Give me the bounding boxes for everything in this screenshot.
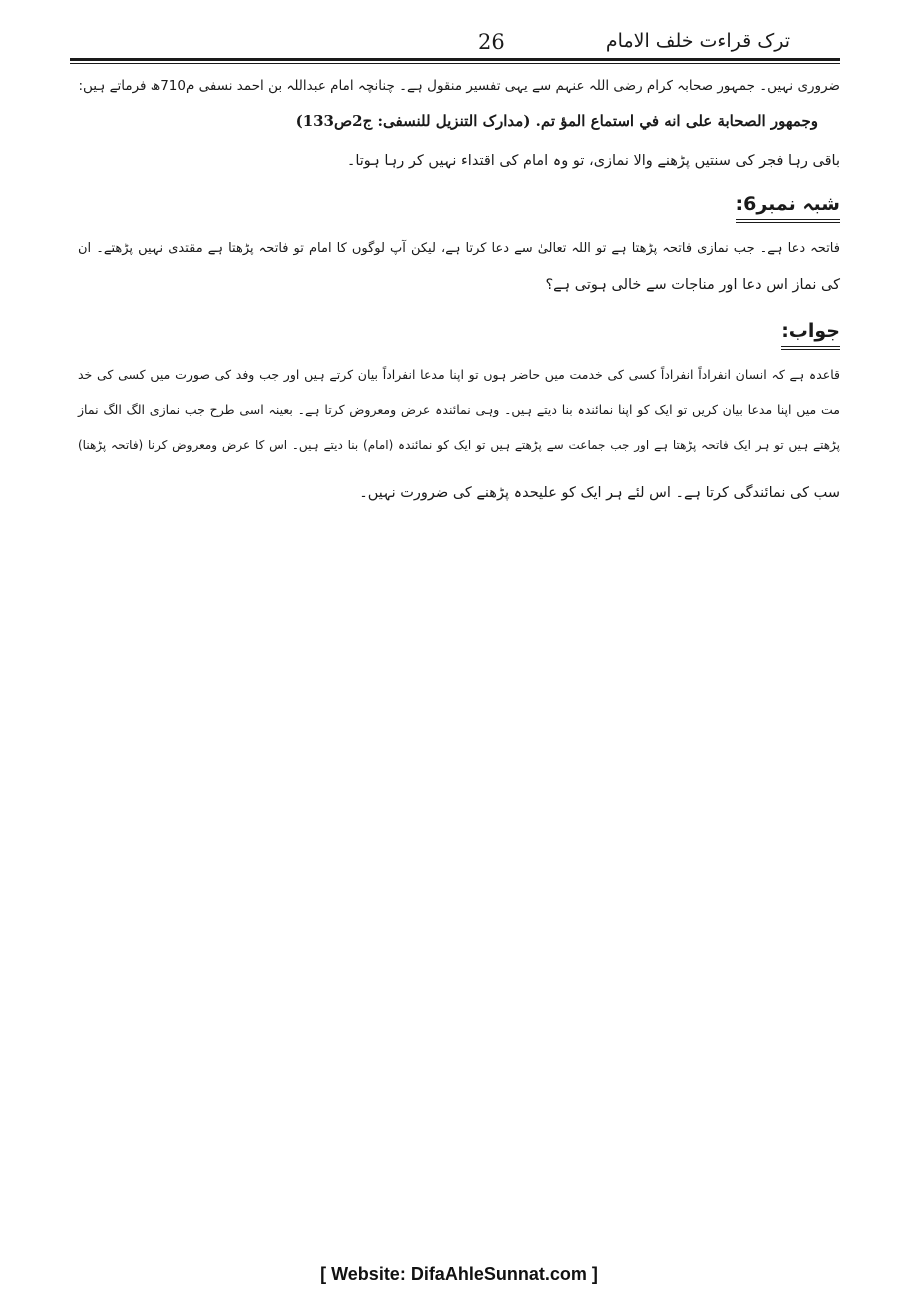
- answer-line-3: پڑھتے ہیں تو ہر ایک فاتحہ پڑھتا ہے اور جب جماعت سے پڑھتے ہیں تو ایک کو نمائندہ (امام) بنا دیتے ہیں۔ اس کا عرض ومعروض کرنا (فاتحہ پڑھنا): [78, 438, 840, 452]
- answer-heading: جواب:: [781, 320, 840, 342]
- header-rule-thin: [70, 63, 840, 64]
- intro-line-1: ضروری نہیں۔ جمہور صحابہ کرام رضی اللہ عنہم سے یہی تفسیر منقول ہے۔ چنانچہ امام عبداللہ بن احمد نسفی م710ھ فرماتے ہیں:: [78, 78, 840, 94]
- objection-line-1: فاتحہ دعا ہے۔ جب نمازی فاتحہ پڑھتا ہے تو اللہ تعالیٰ سے دعا کرتا ہے، لیکن آپ لوگوں کا امام تو فاتحہ پڑھتا ہے مقتدی نہیں پڑھتے۔ ان: [78, 241, 840, 256]
- answer-line-4: سب کی نمائندگی کرتا ہے۔ اس لئے ہر ایک کو علیحدہ پڑھنے کی ضرورت نہیں۔: [359, 485, 840, 501]
- page-number: 26: [478, 30, 505, 54]
- website-footer: [ Website: DifaAhleSunnat.com ]: [320, 1264, 598, 1284]
- arabic-quote-line: وجمهور الصحابة على انه في استماع المؤ تم. (مدارک التنزیل للنسفی: ج2ص133): [295, 112, 818, 130]
- running-title: ترک قراءت خلف الامام: [605, 30, 790, 52]
- intro-line-3: باقی رہا فجر کی سنتیں پڑھنے والا نمازی، تو وہ امام کی اقتداء نہیں کر رہا ہوتا۔: [346, 153, 840, 169]
- objection-heading: شبہ نمبر6:: [735, 193, 840, 215]
- answer-line-2: مت میں اپنا مدعا بیان کریں تو ایک کو اپنا نمائندہ بنا دیتے ہیں۔ وہی نمائندہ عرض ومعروض کرتا ہے۔ بعینہ اسی طرح جب نمازی الگ الگ نماز: [78, 402, 840, 417]
- header-rule-thick: [70, 58, 840, 61]
- objection-line-2: کی نماز اس دعا اور مناجات سے خالی ہوتی ہے؟: [545, 277, 840, 293]
- page-header: [70, 28, 840, 62]
- answer-line-1: قاعدہ ہے کہ انسان انفراداً انفراداً کسی کی خدمت میں حاضر ہوں تو اپنا مدعا انفراداً بیان کرتے ہیں اور جب وفد کی صورت میں کسی کی خد: [78, 367, 840, 382]
